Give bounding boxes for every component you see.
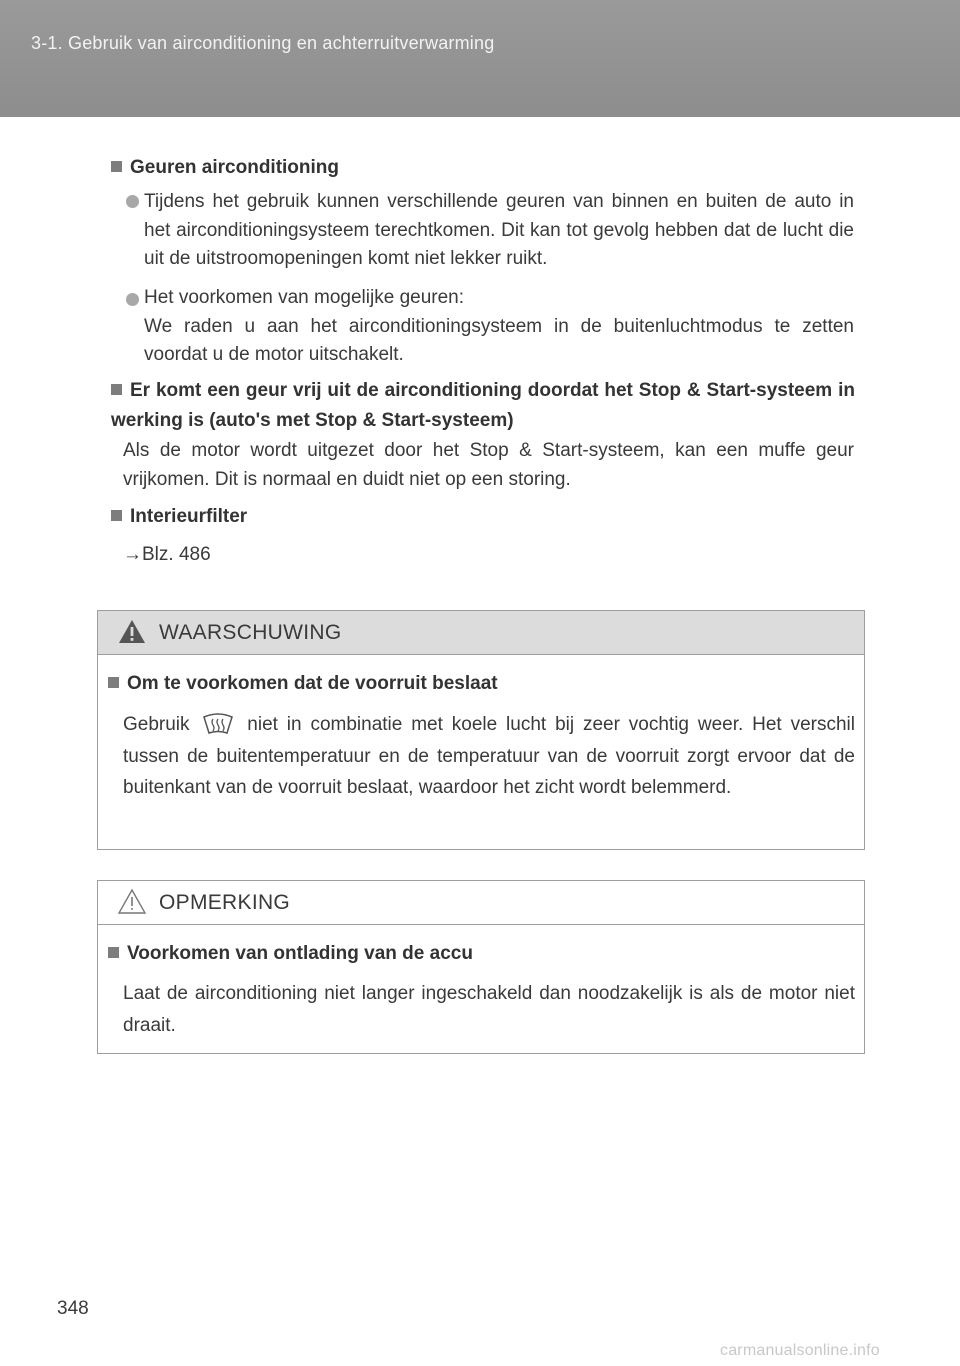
square-bullet-icon — [108, 947, 119, 958]
square-bullet-icon — [108, 677, 119, 688]
caution-outline-triangle-icon — [117, 888, 147, 915]
square-bullet-icon — [111, 384, 122, 395]
warning-subtitle: Om te voorkomen dat de voorruit beslaat — [108, 673, 498, 695]
bullet-dot-icon — [126, 293, 139, 306]
square-bullet-icon — [111, 161, 122, 172]
page-header — [0, 0, 960, 117]
section-heading-filter: Interieurfilter — [111, 503, 247, 531]
section-heading-stopstart: Er komt een geur vrij uit de airconditioning doordat het Stop & Start-systeem in werking is (auto's met Stop & Start-systeem) — [111, 380, 855, 431]
square-bullet-icon — [111, 510, 122, 521]
filter-page-reference[interactable]: →Blz. 486 — [123, 544, 211, 565]
notice-title: OPMERKING — [159, 891, 291, 914]
header-title: 3-1. Gebruik van airconditioning en achterruitverwarming — [31, 33, 495, 53]
warning-triangle-icon — [117, 618, 147, 645]
notice-box — [97, 880, 865, 1054]
warning-box — [97, 610, 865, 850]
page-number: 348 — [57, 1298, 89, 1319]
notice-subtitle: Voorkomen van ontlading van de accu — [108, 943, 473, 965]
notice-box-header — [98, 881, 864, 925]
geuren-bullet-2-line2: We raden u aan het airconditioningsysteem in de buitenluchtmodus te zetten voordat u de motor uitschakelt. — [144, 315, 854, 365]
watermark: carmanualsonline.info — [720, 1342, 880, 1359]
warning-title: WAARSCHUWING — [159, 621, 342, 644]
stopstart-text: Als de motor wordt uitgezet door het Stop & Start-systeem, kan een muffe geur vrijkomen. Dit is normaal en duidt niet op een storing. — [123, 440, 854, 490]
warning-box-header — [98, 611, 864, 655]
geuren-bullet-2-line1: Het voorkomen van mogelijke geuren: — [144, 287, 465, 308]
geuren-bullet-1: Tijdens het gebruik kunnen verschillende geuren van binnen en buiten de auto in het airconditioningsysteem terechtkomen. Dit kan tot gevolg hebben dat de lucht die uit de uitstroomopeningen komt niet lekker ruikt. — [144, 191, 854, 269]
warning-text: Gebruik niet in combinatie met koele lucht bij zeer vochtig weer. Het verschil tussen de buitentemperatuur en de temperatuur van de voorruit zorgt ervoor dat de buitenkant van de voorruit beslaat, waardoor het zicht wordt belemmerd. — [123, 714, 855, 798]
notice-text: Laat de airconditioning niet langer ingeschakeld dan noodzakelijk is als de motor niet draait. — [123, 983, 855, 1036]
geuren-bullet-2 — [144, 284, 854, 370]
section-heading-geuren: Geuren airconditioning — [111, 154, 339, 182]
windshield-defroster-icon — [201, 712, 235, 736]
bullet-dot-icon — [126, 195, 139, 208]
